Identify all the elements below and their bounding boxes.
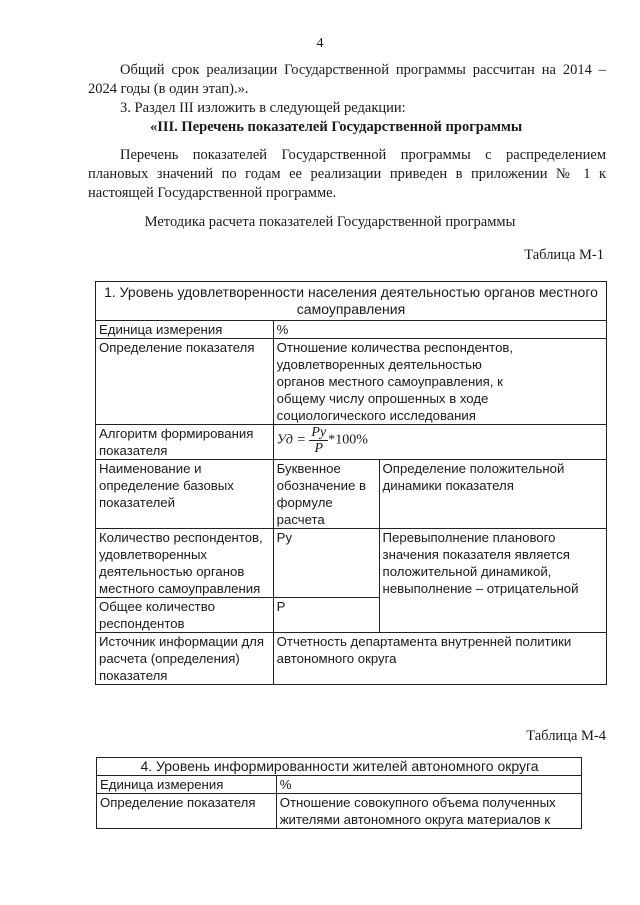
table-m1-caption: Таблица М-1 (524, 247, 604, 263)
m4-unit-value: % (276, 776, 581, 794)
paragraph-section-instruction: 3. Раздел III изложить в следующей редакции: (120, 100, 406, 116)
m4-unit-label: Единица измерения (97, 776, 277, 794)
paragraph-program-period: Общий срок реализации Государственной программы рассчитан на 2014 – 2024 годы (в один этап).». (88, 62, 606, 97)
page-number: 4 (316, 36, 324, 51)
unit-value: % (273, 321, 606, 339)
table-m1 (95, 281, 607, 685)
table-m4-caption: Таблица М-4 (526, 728, 606, 744)
formula-denominator: Р (314, 441, 324, 456)
formula-numerator: Ру (311, 425, 327, 440)
formula (273, 425, 606, 460)
formula-lhs: Уд = (276, 432, 306, 448)
table-m4-title: 4. Уровень информированности жителей автономного округа (97, 758, 582, 776)
row1-letter: Ру (273, 529, 379, 598)
section-heading: «III. Перечень показателей Государственной программы (150, 119, 523, 135)
source-label: Источник информации для расчета (определения) показателя (96, 633, 274, 685)
row2-letter: Р (273, 598, 379, 633)
letter-header: Буквенное обозначение в формуле расчета (273, 460, 379, 529)
table-m4 (96, 757, 582, 829)
m4-definition-label: Определение показателя (97, 794, 277, 829)
table-m1-title: 1. Уровень удовлетворенности населения деятельностью органов местного самоуправления (96, 282, 607, 321)
row1-dynamics: Перевыполнение планового значения показателя является положительной динамикой, невыполнение – отрицательной (379, 529, 606, 633)
row2-label: Общее количество респондентов (96, 598, 274, 633)
unit-label: Единица измерения (96, 321, 274, 339)
source-value: Отчетность департамента внутренней политики автономного округа (273, 633, 606, 685)
definition-label: Определение показателя (96, 339, 274, 425)
m4-definition-value: Отношение совокупного объема полученных жителями автономного округа материалов к (276, 794, 581, 829)
methodology-title: Методика расчета показателей Государственной программы (144, 214, 516, 230)
row1-label: Количество респондентов, удовлетворенных деятельностью органов местного самоуправления (96, 529, 274, 598)
formula-rhs: *100% (328, 432, 368, 448)
algorithm-label: Алгоритм формирования показателя (96, 425, 274, 460)
definition-value: Отношение количества респондентов, удовлетворенных деятельностью органов местного самоуправления, к общему числу опрошенных в ходе социологического исследования (273, 339, 606, 425)
paragraph-indicators-list: Перечень показателей Государственной программы с распределением плановых значений по годам ее реализации приведен в приложении № 1 к настоящей Государственной программе. (88, 147, 606, 201)
dynamics-header: Определение положительной динамики показателя (379, 460, 606, 529)
base-indicators-label: Наименование и определение базовых показателей (96, 460, 274, 529)
formula-fraction (309, 425, 328, 456)
